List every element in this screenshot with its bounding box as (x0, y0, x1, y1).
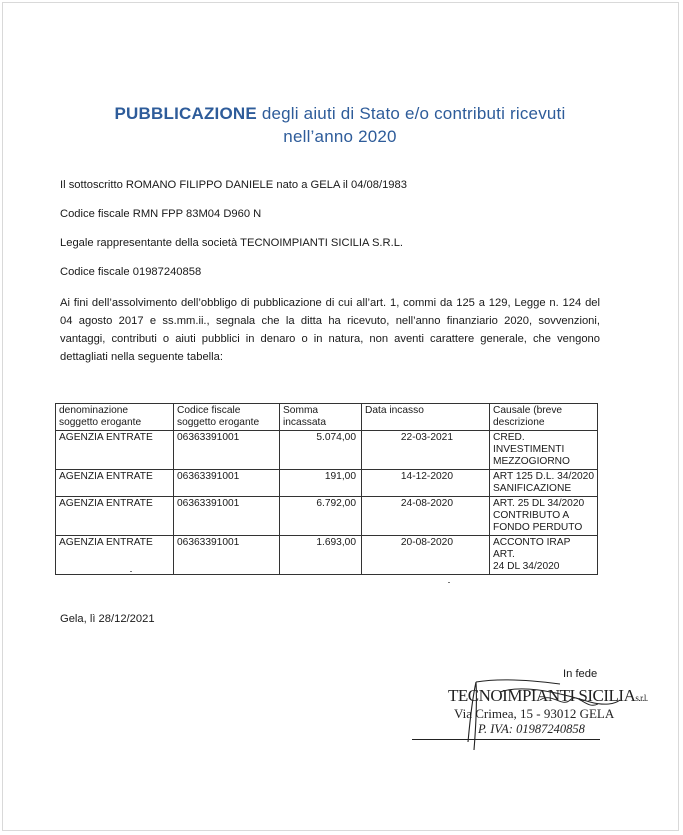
paragraph-line: 04 agosto 2017 e ss.mm.ii., segnala che la ditta ha ricevuto, nell’anno finanziario 2020, sovvenzioni, (60, 315, 600, 327)
cell-date: 14-12-2020 (362, 470, 490, 497)
header-reason: Causale (breve descrizione (490, 404, 598, 431)
stamp-company: TECNOIMPIANTI SICILIAs.r.l. (448, 686, 648, 705)
signature-label: In fede (563, 668, 598, 680)
header-date: Data incasso (362, 404, 490, 431)
table-row (56, 536, 598, 575)
grants-table (55, 403, 598, 575)
document-title-line2: nell’anno 2020 (283, 127, 397, 146)
cell-reason: ART. 25 DL 34/2020 CONTRIBUTO A FONDO PERDUTO (490, 497, 598, 536)
cell-entity: AGENZIA ENTRATE (56, 470, 174, 497)
place-and-date: Gela, lì 28/12/2021 (60, 613, 155, 625)
table-header-row (56, 404, 598, 431)
title-bold-word: PUBBLICAZIONE (114, 104, 257, 123)
header-code: Codice fiscale soggetto erogante (174, 404, 280, 431)
header-amount: Somma incassata (280, 404, 362, 431)
document-title (40, 104, 640, 124)
cell-code: 06363391001 (174, 536, 280, 575)
cell-code: 06363391001 (174, 470, 280, 497)
cell-entity: AGENZIA ENTRATE (56, 431, 174, 470)
cell-amount: 6.792,00 (280, 497, 362, 536)
paragraph-line: dettagliati nella seguente tabella: (60, 351, 223, 363)
cell-reason: CRED. INVESTIMENTI MEZZOGIORNO (490, 431, 598, 470)
cell-amount: 191,00 (280, 470, 362, 497)
cell-code: 06363391001 (174, 497, 280, 536)
cell-amount: 1.693,00 (280, 536, 362, 575)
cell-code: 06363391001 (174, 431, 280, 470)
stamp-address: Via Crimea, 15 - 93012 GELA (454, 706, 615, 721)
cell-reason: ACCONTO IRAP ART. 24 DL 34/2020 (490, 536, 598, 575)
declaration-paragraph (60, 294, 600, 366)
cell-entity: AGENZIA ENTRATE (56, 536, 174, 575)
cell-reason: ART 125 D.L. 34/2020 SANIFICAZIONE (490, 470, 598, 497)
cell-amount: 5.074,00 (280, 431, 362, 470)
title-rest: degli aiuti di Stato e/o contributi ricevuti (256, 104, 566, 123)
header-entity: denominazione soggetto erogante (56, 404, 174, 431)
declarant-fiscal-code: Codice fiscale RMN FPP 83M04 D960 N (60, 208, 262, 220)
cell-date: 20-08-2020 (362, 536, 490, 575)
cell-date: 24-08-2020 (362, 497, 490, 536)
company-fiscal-code: Codice fiscale 01987240858 (60, 266, 202, 278)
legal-representative-line: Legale rappresentante della società TECNOIMPIANTI SICILIA S.R.L. (60, 237, 404, 249)
signature-line (412, 739, 600, 740)
cell-date: 22-03-2021 (362, 431, 490, 470)
scan-speck (448, 582, 450, 583)
paragraph-line: Ai fini dell’assolvimento dell’obbligo di pubblicazione di cui all’art. 1, commi da 125 a 129, Legge n. 124 del (60, 297, 600, 309)
table-row (56, 497, 598, 536)
paragraph-line: vantaggi, contributi o aiuti pubblici in denaro o in natura, non aventi carattere generale, che vengono (60, 333, 600, 345)
handwritten-signature (440, 670, 640, 755)
stamp-vat: P. IVA: 01987240858 (478, 722, 585, 736)
declarant-line: Il sottoscritto ROMANO FILIPPO DANIELE nato a GELA il 04/08/1983 (60, 179, 407, 191)
table-row (56, 470, 598, 497)
table-row (56, 431, 598, 470)
cell-entity: AGENZIA ENTRATE (56, 497, 174, 536)
scan-speck (130, 571, 132, 572)
